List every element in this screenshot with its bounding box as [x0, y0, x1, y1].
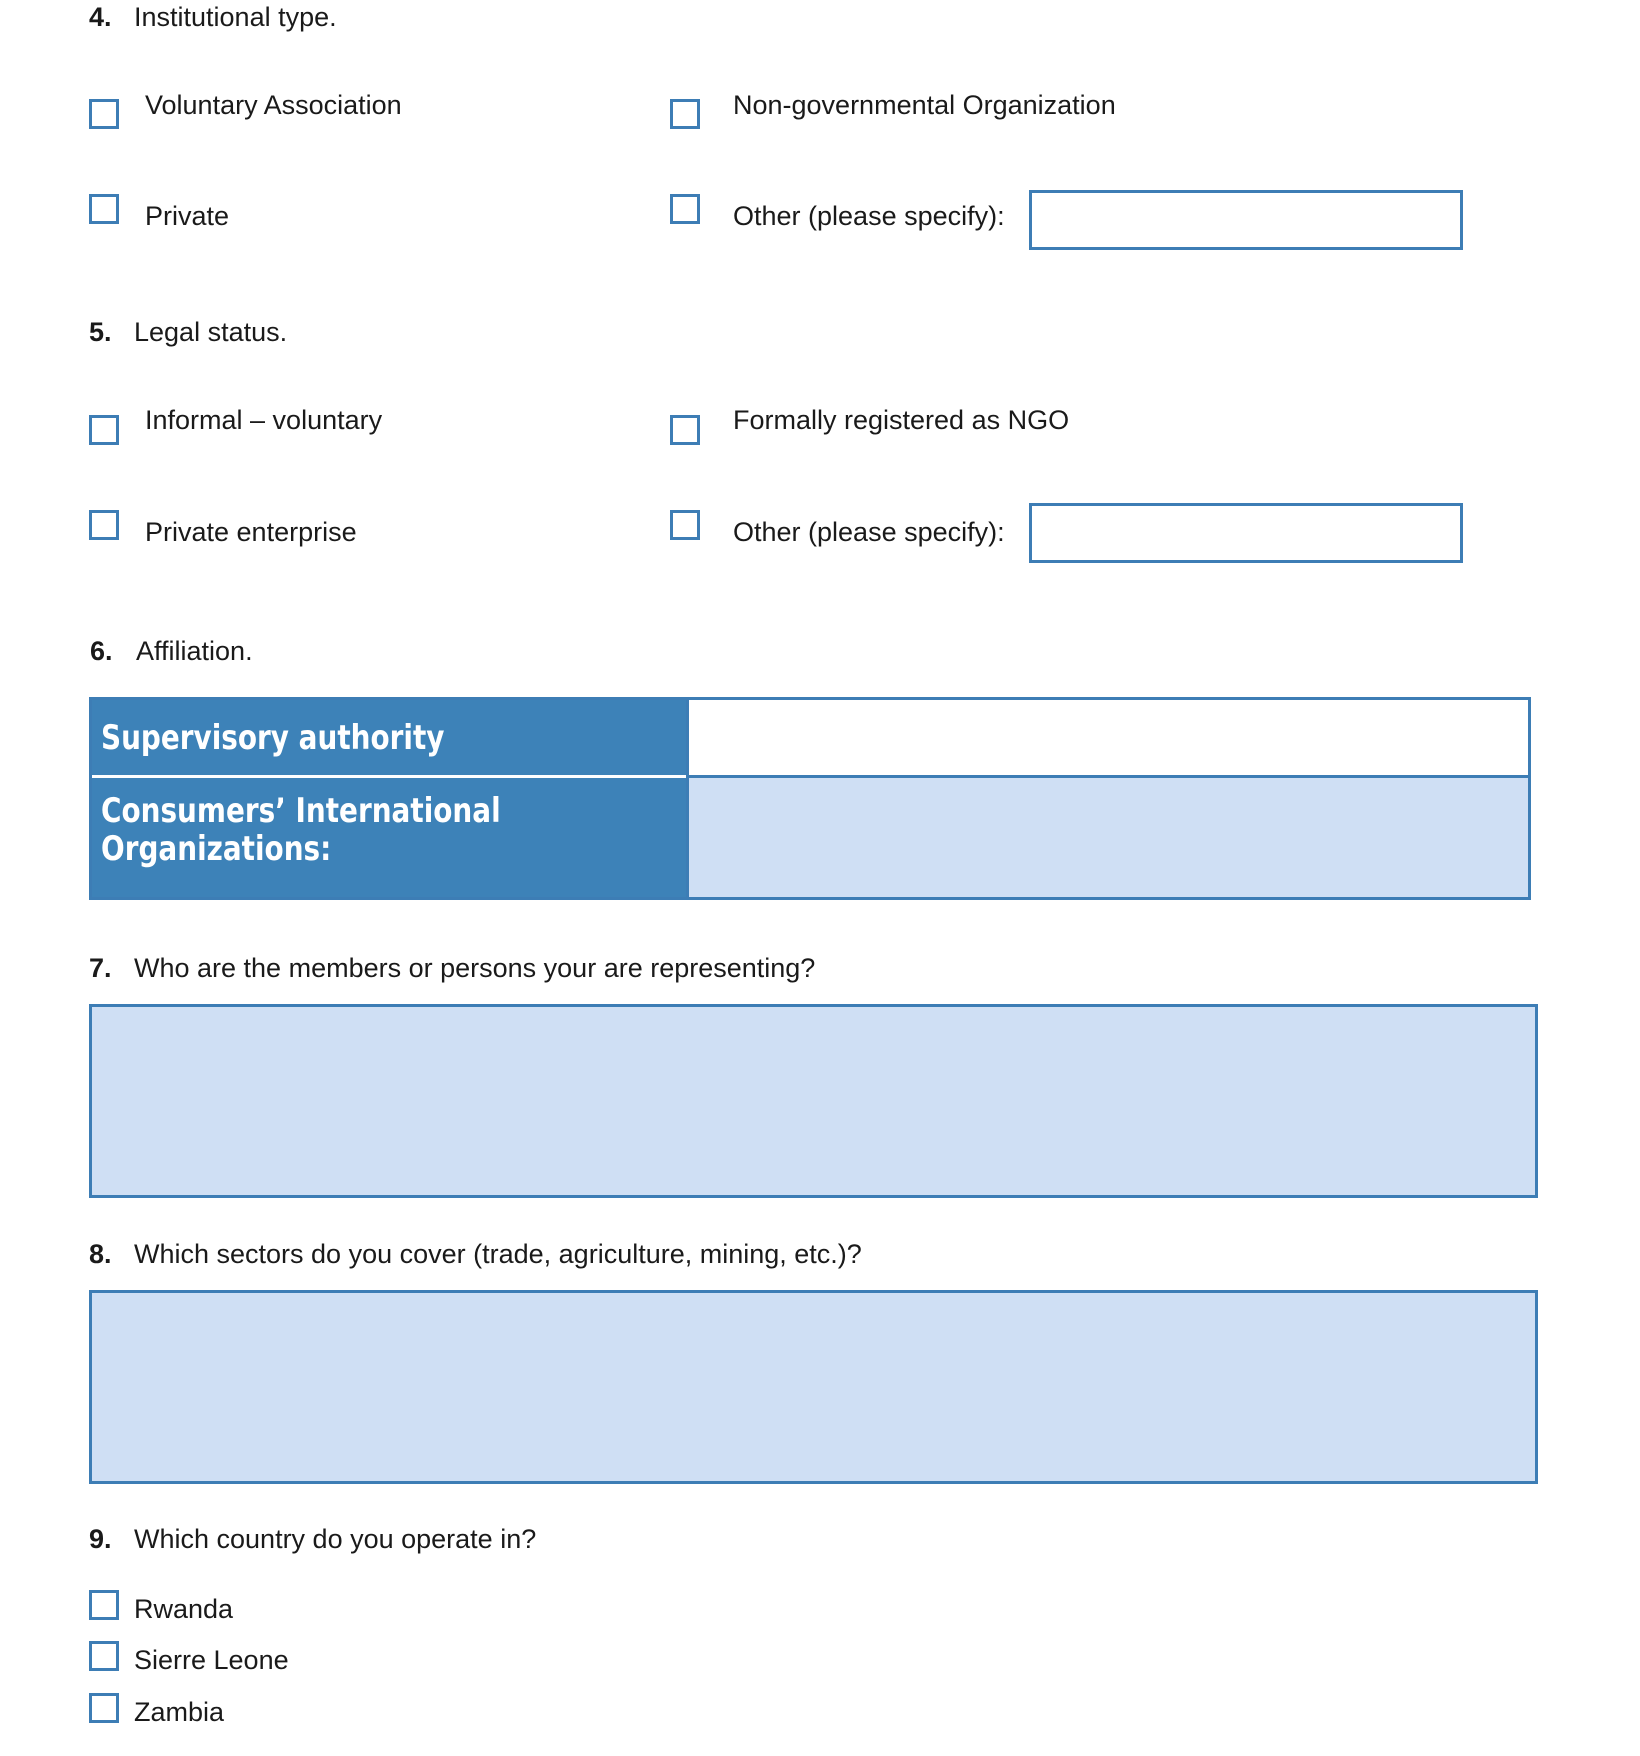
question-8-text: Which sectors do you cover (trade, agriculture, mining, etc.)? — [134, 1239, 862, 1269]
consumers-international-field[interactable] — [686, 778, 1528, 897]
question-9-number: 9. — [89, 1524, 112, 1554]
other-institutional-specify-field[interactable] — [1029, 190, 1463, 250]
checkbox-voluntary-association[interactable] — [89, 99, 119, 129]
label-sierra-leone: Sierre Leone — [134, 1645, 289, 1675]
checkbox-informal-voluntary[interactable] — [89, 415, 119, 445]
checkbox-zambia[interactable] — [89, 1693, 119, 1723]
checkbox-registered-ngo[interactable] — [670, 415, 700, 445]
question-5-text: Legal status. — [134, 317, 288, 347]
label-zambia: Zambia — [134, 1697, 225, 1727]
question-7-number: 7. — [89, 953, 112, 983]
label-private-enterprise: Private enterprise — [145, 517, 357, 547]
supervisory-authority-header — [92, 700, 686, 775]
consumers-international-label-line2: Organizations: — [101, 829, 332, 869]
checkbox-ngo[interactable] — [670, 99, 700, 129]
label-other-institutional: Other (please specify): — [733, 201, 1005, 231]
label-registered-ngo: Formally registered as NGO — [733, 405, 1070, 435]
label-rwanda: Rwanda — [134, 1594, 234, 1624]
checkbox-sierra-leone[interactable] — [89, 1641, 119, 1671]
checkbox-rwanda[interactable] — [89, 1590, 119, 1620]
question-7-text: Who are the members or persons your are representing? — [134, 953, 816, 983]
supervisory-authority-field[interactable] — [686, 700, 1528, 776]
question-8-number: 8. — [89, 1239, 112, 1269]
checkbox-private[interactable] — [89, 194, 119, 224]
consumers-international-header — [92, 778, 686, 897]
checkbox-other-institutional[interactable] — [670, 194, 700, 224]
label-voluntary-association: Voluntary Association — [145, 90, 402, 120]
question-4-number: 4. — [89, 2, 112, 32]
checkbox-other-legal[interactable] — [670, 510, 700, 540]
supervisory-authority-label: Supervisory authority — [101, 717, 445, 758]
sectors-covered-field[interactable] — [89, 1290, 1538, 1484]
question-9-text: Which country do you operate in? — [134, 1524, 537, 1554]
checkbox-private-enterprise[interactable] — [89, 510, 119, 540]
label-private: Private — [145, 201, 230, 231]
affiliation-table — [89, 697, 1531, 900]
question-6-text: Affiliation. — [136, 636, 253, 666]
question-6-number: 6. — [90, 636, 113, 666]
other-legal-specify-field[interactable] — [1029, 503, 1463, 563]
label-informal-voluntary: Informal – voluntary — [145, 405, 383, 435]
label-other-legal: Other (please specify): — [733, 517, 1005, 547]
label-ngo: Non-governmental Organization — [733, 90, 1116, 120]
members-represented-field[interactable] — [89, 1004, 1538, 1198]
question-4-text: Institutional type. — [134, 2, 337, 32]
consumers-international-label-line1: Consumers’ International — [101, 791, 501, 831]
question-5-number: 5. — [89, 317, 112, 347]
